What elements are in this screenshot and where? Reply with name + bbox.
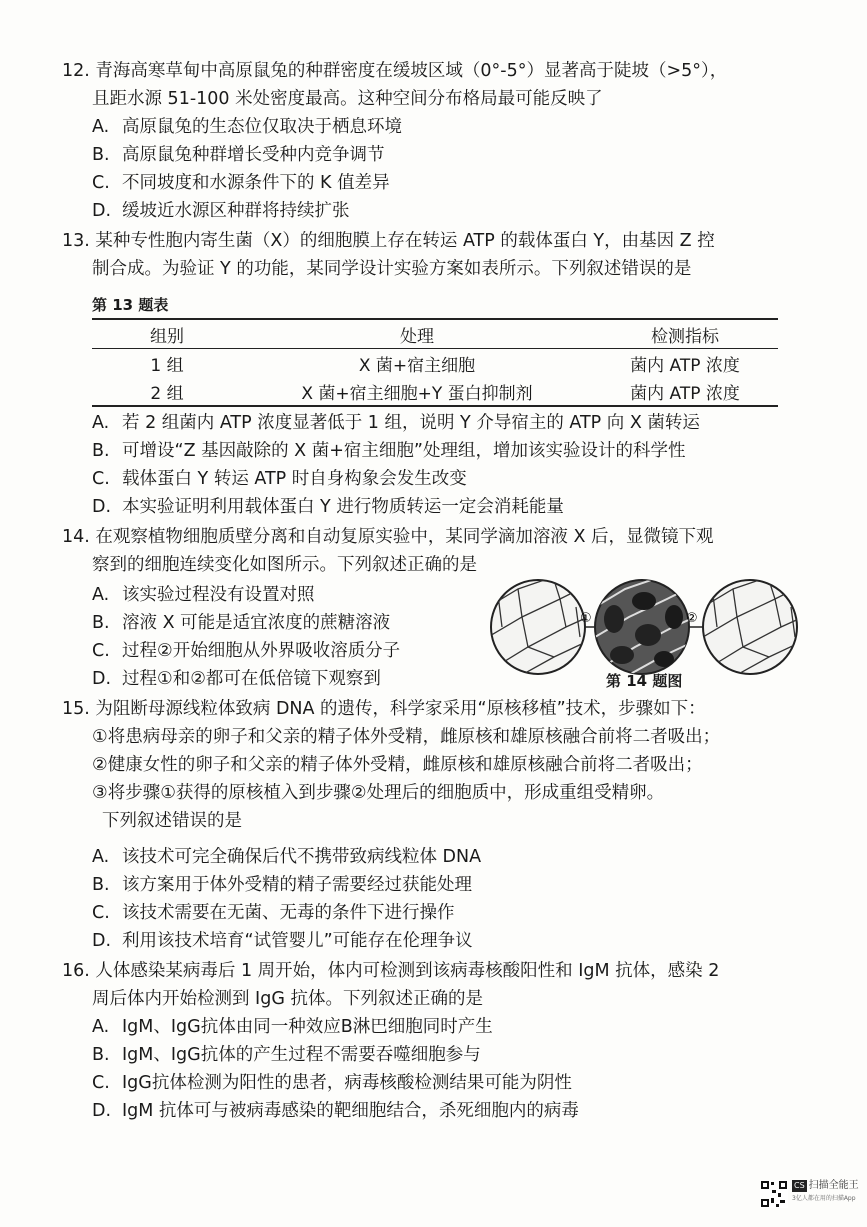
q16-option-c: C. IgG抗体检测为阳性的患者，病毒核酸检测结果可能为阴性 bbox=[92, 1073, 572, 1093]
scanner-watermark: CS 扫描全能王 3亿人都在用的扫描App bbox=[792, 1180, 859, 1202]
q15-question: 下列叙述错误的是 bbox=[102, 811, 242, 831]
q12-stem-line-1: 12. 青海高寒草甸中高原鼠兔的种群密度在缓坡区域（0°-5°）显著高于陡坡（>5°）， bbox=[62, 61, 728, 81]
normal-cells-view bbox=[488, 577, 588, 677]
q13-table bbox=[92, 318, 778, 407]
q16-stem-line-2: 周后体内开始检测到 IgG 抗体。下列叙述正确的是 bbox=[92, 989, 483, 1009]
table-header-cell: 检测指标 bbox=[651, 326, 719, 347]
q14-option-d: D. 过程①和②都可在低倍镜下观察到 bbox=[92, 669, 381, 689]
table-row bbox=[92, 349, 778, 378]
q13-stem-line-2: 制合成。为验证 Y 的功能，某同学设计实验方案如表所示。下列叙述错误的是 bbox=[92, 259, 692, 279]
q15-step-3: ③将步骤①获得的原核植入到步骤②处理后的细胞质中，形成重组受精卵。 bbox=[92, 783, 665, 803]
q12-option-a: A. 高原鼠兔的生态位仅取决于栖息环境 bbox=[92, 117, 402, 137]
q13-stem-line-1: 13. 某种专性胞内寄生菌（X）的细胞膜上存在转运 ATP 的载体蛋白 Y，由基因 Z 控 bbox=[62, 231, 715, 251]
q16-option-a: A. IgM、IgG抗体由同一种效应B淋巴细胞同时产生 bbox=[92, 1017, 493, 1037]
q13-table-caption: 第 13 题表 bbox=[92, 296, 169, 314]
table-cell: 菌内 ATP 浓度 bbox=[630, 383, 740, 404]
q13-option-d: D. 本实验证明利用载体蛋白 Y 进行物质转运一定会消耗能量 bbox=[92, 497, 564, 517]
q12-stem-line-2: 且距水源 51-100 米处密度最高。这种空间分布格局最可能反映了 bbox=[92, 89, 603, 109]
q15-step-2: ②健康女性的卵子和父亲的精子体外受精，雌原核和雄原核融合前将二者吸出； bbox=[92, 755, 703, 775]
q14-option-c: C. 过程②开始细胞从外界吸收溶质分子 bbox=[92, 641, 401, 661]
step-label-2: ② bbox=[686, 611, 698, 626]
q12-option-d: D. 缓坡近水源区种群将持续扩张 bbox=[92, 201, 350, 221]
table-cell: 菌内 ATP 浓度 bbox=[630, 355, 740, 376]
q15-option-d: D. 利用该技术培育“试管婴儿”可能存在伦理争议 bbox=[92, 931, 473, 951]
plasmolysed-cells-view bbox=[595, 577, 695, 677]
q14-stem-line-1: 14. 在观察植物细胞质壁分离和自动复原实验中，某同学滴加溶液 X 后，显微镜下观 bbox=[62, 527, 714, 547]
q13-option-a: A. 若 2 组菌内 ATP 浓度显著低于 1 组，说明 Y 介导宿主的 ATP 向 X 菌转运 bbox=[92, 413, 700, 433]
table-header-cell: 处理 bbox=[400, 326, 434, 347]
q16-option-d: D. IgM 抗体可与被病毒感染的靶细胞结合，杀死细胞内的病毒 bbox=[92, 1101, 579, 1121]
table-row bbox=[92, 377, 778, 406]
table-cell: X 菌+宿主细胞+Y 蛋白抑制剂 bbox=[301, 383, 533, 404]
q14-option-b: B. 溶液 X 可能是适宜浓度的蔗糖溶液 bbox=[92, 613, 391, 633]
q15-option-a: A. 该技术可完全确保后代不携带致病线粒体 DNA bbox=[92, 847, 482, 867]
table-cell: 1 组 bbox=[150, 355, 184, 376]
q15-step-1: ①将患病母亲的卵子和父亲的精子体外受精，雌原核和雄原核融合前将二者吸出； bbox=[92, 727, 721, 747]
table-cell: 2 组 bbox=[150, 383, 184, 404]
q13-option-b: B. 可增设“Z 基因敲除的 X 菌+宿主细胞”处理组，增加该实验设计的科学性 bbox=[92, 441, 686, 461]
q15-option-c: C. 该技术需要在无菌、无毒的条件下进行操作 bbox=[92, 903, 455, 923]
q14-stem-line-2: 察到的细胞连续变化如图所示。下列叙述正确的是 bbox=[92, 555, 477, 575]
q13-option-c: C. 载体蛋白 Y 转运 ATP 时自身构象会发生改变 bbox=[92, 469, 467, 489]
q15-option-b: B. 该方案用于体外受精的精子需要经过获能处理 bbox=[92, 875, 472, 895]
q14-figure-caption: 第 14 题图 bbox=[606, 672, 683, 690]
step-label-1: ① bbox=[580, 611, 592, 626]
q14-option-a: A. 该实验过程没有设置对照 bbox=[92, 585, 315, 605]
q16-option-b: B. IgM、IgG抗体的产生过程不需要吞噬细胞参与 bbox=[92, 1045, 481, 1065]
table-cell: X 菌+宿主细胞 bbox=[358, 355, 476, 376]
q15-stem-line-1: 15. 为阻断母源线粒体致病 DNA 的遗传，科学家采用“原核移植”技术，步骤如下： bbox=[62, 699, 706, 719]
q12-option-b: B. 高原鼠兔种群增长受种内竞争调节 bbox=[92, 145, 385, 165]
qr-code-icon bbox=[760, 1180, 788, 1208]
table-header-row bbox=[92, 319, 778, 349]
recovered-cells-view bbox=[703, 577, 803, 677]
table-header-cell: 组别 bbox=[150, 326, 184, 347]
q16-stem-line-1: 16. 人体感染某病毒后 1 周开始，体内可检测到该病毒核酸阳性和 IgM 抗体，感染 2 bbox=[62, 961, 720, 981]
q12-option-c: C. 不同坡度和水源条件下的 K 值差异 bbox=[92, 173, 390, 193]
scanner-logo-icon: CS bbox=[794, 1181, 805, 1190]
